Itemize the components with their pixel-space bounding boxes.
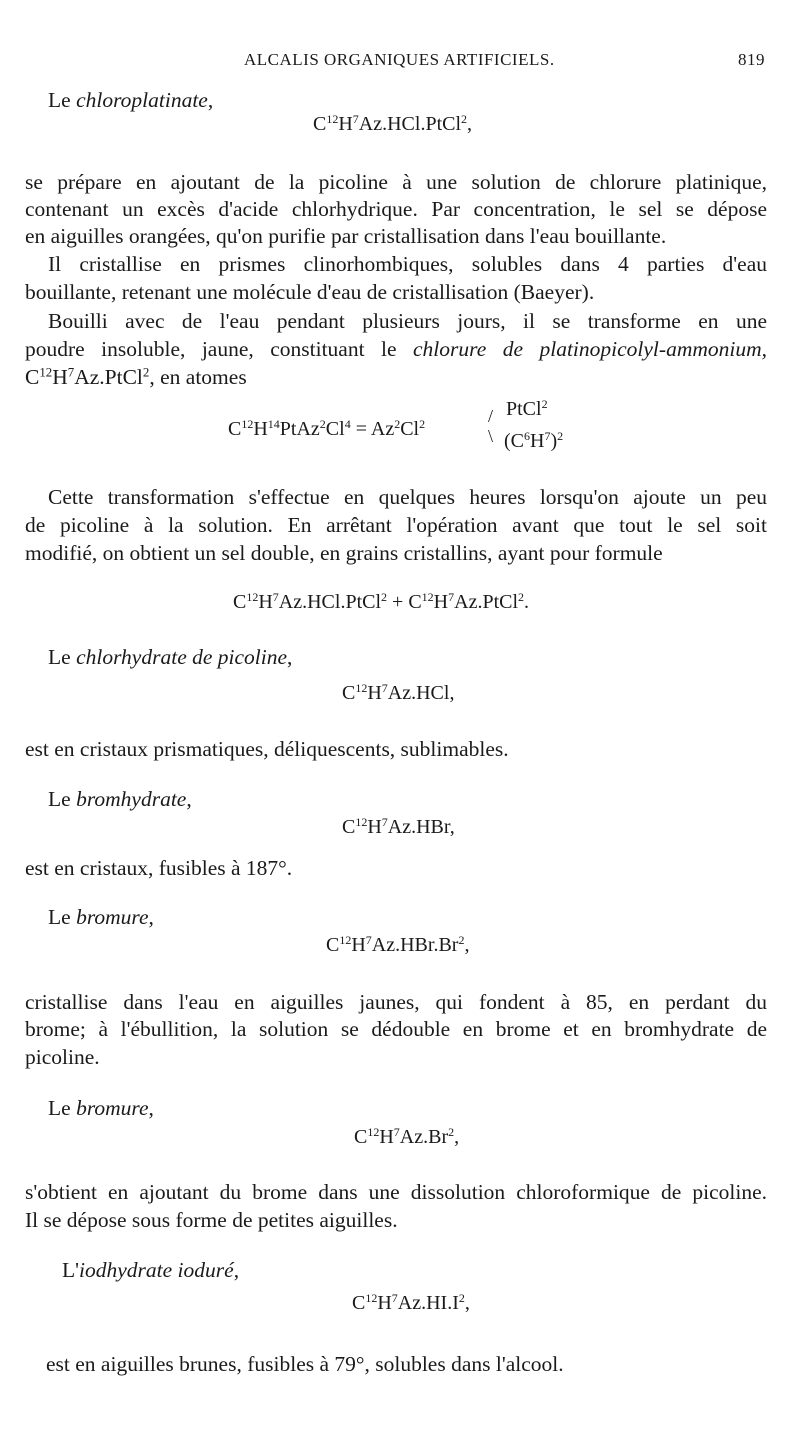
formula-bromhydrate: $C^{12}H^7Az.HBr$, — [342, 814, 455, 838]
paragraph-line: est en cristaux, fusibles à 187°. — [25, 856, 293, 880]
running-header — [0, 50, 800, 74]
paragraph-line: Il cristallise en prismes clinorhombiques, solubles dans 4 parties d'eau — [48, 252, 767, 276]
paragraph-line: brome; à l'ébullition, la solution se dédouble en brome et en bromhydrate de — [25, 1017, 767, 1041]
paragraph-line: Cette transformation s'effectue en quelques heures lorsqu'on ajoute un peu — [48, 485, 767, 509]
header-title: ALCALIS ORGANIQUES ARTIFICIELS. — [244, 50, 555, 69]
paragraph-line: modifié, on obtient un sel double, en grains cristallins, ayant pour formule — [25, 541, 663, 565]
entry-heading-chlorhydrate: Le chlorhydrate de picoline, — [48, 645, 293, 669]
paragraph-line: s'obtient en ajoutant du brome dans une dissolution chloroformique de picoline. — [25, 1180, 767, 1204]
branch-upper-mark: / — [488, 406, 494, 426]
formula-main: $C^{12}H^{14}PtAz^2Cl^4 = Az^2Cl^2$ — [228, 416, 426, 440]
paragraph-line: Il se dépose sous forme de petites aiguilles. — [25, 1208, 398, 1232]
formula-bromure-2: $C^{12}H^7Az.Br^2$, — [354, 1124, 460, 1148]
entry-heading-bromure-2: Le bromure, — [48, 1096, 154, 1120]
paragraph-line: Bouilli avec de l'eau pendant plusieurs jours, il se transforme en une — [48, 309, 767, 333]
paragraph-line: en aiguilles orangées, qu'on purifie par cristallisation dans l'eau bouillante. — [25, 224, 667, 248]
entry-heading-bromure: Le bromure, — [48, 905, 154, 929]
branch-top: PtCl$^2$ — [506, 396, 548, 420]
entry-heading-chloroplatinate: Le chloroplatinate, — [48, 88, 214, 112]
formula-bromure: $C^{12}H^7Az.HBr.Br^2$, — [326, 932, 470, 956]
formula-iodhydrate: $C^{12}H^7Az.HI.I^2$, — [352, 1290, 470, 1314]
formula-chloroplatinate: $C^{12}H^7Az.HCl.PtCl^2$, — [313, 111, 473, 135]
paragraph-line: $C^{12}H^7Az.PtCl^2$, en atomes — [25, 365, 247, 389]
paragraph-line: cristallise dans l'eau en aiguilles jaunes, qui fondent à 85, en perdant du — [25, 990, 767, 1014]
formula-chlorhydrate: $C^{12}H^7Az.HCl$, — [342, 680, 455, 704]
branch-bottom: $(C^6H^7)^2$ — [504, 428, 564, 452]
paragraph-line: poudre insoluble, jaune, constituant le chlorure de platinopicolyl-ammonium, — [25, 337, 767, 361]
branch-lower-mark: \ — [488, 426, 494, 446]
paragraph-line: se prépare en ajoutant de la picoline à une solution de chlorure platinique, — [25, 170, 767, 194]
paragraph-line: bouillante, retenant une molécule d'eau de cristallisation (Baeyer). — [25, 280, 595, 304]
page-number: 819 — [738, 50, 765, 69]
entry-heading-bromhydrate: Le bromhydrate, — [48, 787, 192, 811]
paragraph-line: est en aiguilles brunes, fusibles à 79°, solubles dans l'alcool. — [46, 1352, 564, 1376]
paragraph-line: de picoline à la solution. En arrêtant l'opération avant que tout le sel soit — [25, 513, 767, 537]
paragraph-line: picoline. — [25, 1045, 100, 1069]
paragraph-line: est en cristaux prismatiques, déliquescents, sublimables. — [25, 737, 509, 761]
formula-double-salt: $C^{12}H^7Az.HCl.PtCl^2$ + $C^{12}H^7Az.PtCl^2$. — [233, 589, 530, 613]
entry-heading-iodhydrate: L'iodhydrate ioduré, — [62, 1258, 240, 1282]
paragraph-line: contenant un excès d'acide chlorhydrique. Par concentration, le sel se dépose — [25, 197, 767, 221]
